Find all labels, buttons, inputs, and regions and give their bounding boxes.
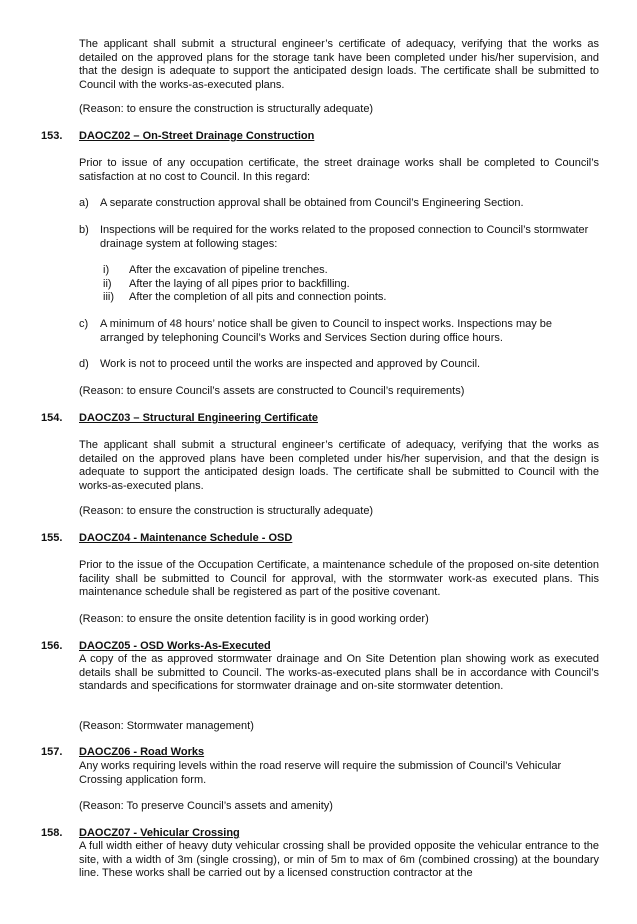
condition-paragraph-154: The applicant shall submit a structural engineer’s certificate of adequacy, verifying that the works as detailed on the approved plans have been completed under his/her supervision, and that the design is adequate to support the anticipated design loads. The certificate shall be submitted to Council with the works-as-executed plans. [79, 439, 599, 492]
intro-paragraph: The applicant shall submit a structural engineer’s certificate of adequacy, verifying that the works as detailed on the approved plans for the storage tank have been completed under his/her supervision, and that the design is adequate to support the anticipated design loads. The certificate shall be submitted to Council with the works-as-executed plans. [79, 38, 599, 91]
condition-number-156: 156. [41, 640, 63, 652]
intro-reason: (Reason: to ensure the construction is structurally adequate) [79, 103, 374, 115]
condition-reason-157: (Reason: To preserve Council’s assets and amenity) [79, 800, 333, 812]
condition-number-158: 158. [41, 827, 63, 839]
list-item-text: A separate construction approval shall be obtained from Council’s Engineering Section. [100, 197, 524, 209]
list-item-label: d) [79, 358, 89, 370]
sub-item-text: After the excavation of pipeline trenches. [129, 264, 328, 276]
condition-heading-158: DAOCZ07 - Vehicular Crossing [79, 827, 240, 839]
list-item-label: a) [79, 197, 89, 209]
condition-paragraph-157: Any works requiring levels within the road reserve will require the submission of Council’s Vehicular Crossing application form. [79, 760, 562, 786]
condition-heading-154: DAOCZ03 – Structural Engineering Certificate [79, 412, 318, 424]
condition-paragraph-155: Prior to the issue of the Occupation Certificate, a maintenance schedule of the proposed on-site detention facility shall be submitted to Council for approval, with the stormwater work-as executed plans. This maintenance schedule shall be registered as part of the positive covenant. [79, 559, 599, 598]
condition-heading-153: DAOCZ02 – On-Street Drainage Construction [79, 130, 315, 142]
sub-item-text: After the completion of all pits and connection points. [129, 291, 387, 303]
condition-number-154: 154. [41, 412, 63, 424]
condition-reason-155: (Reason: to ensure the onsite detention facility is in good working order) [79, 613, 429, 625]
condition-paragraph-156: A copy of the as approved stormwater drainage and On Site Detention plan showing work as executed details shall be submitted to Council. The works-as-executed plans shall be in accordance with Council’s standards and specifications for stormwater drainage and on-site stormwater detention. [79, 653, 599, 692]
sub-item-label: ii) [103, 278, 112, 290]
condition-reason-156: (Reason: Stormwater management) [79, 720, 254, 732]
condition-heading-155: DAOCZ04 - Maintenance Schedule - OSD [79, 532, 293, 544]
condition-number-157: 157. [41, 746, 63, 758]
list-item-label: b) [79, 224, 89, 236]
list-item-label: c) [79, 318, 89, 330]
list-item-text: Work is not to proceed until the works are inspected and approved by Council. [100, 358, 481, 370]
condition-reason-153: (Reason: to ensure Council’s assets are constructed to Council’s requirements) [79, 385, 465, 397]
condition-number-155: 155. [41, 532, 63, 544]
condition-number-153: 153. [41, 130, 63, 142]
list-item-text: Inspections will be required for the works related to the proposed connection to Council’s stormwater drainage system at following stages: [100, 224, 589, 250]
condition-heading-157: DAOCZ06 - Road Works [79, 746, 205, 758]
condition-heading-156: DAOCZ05 - OSD Works-As-Executed [79, 640, 271, 652]
sub-item-label: i) [103, 264, 110, 276]
sub-item-text: After the laying of all pipes prior to backfilling. [129, 278, 350, 290]
condition-paragraph-153: Prior to issue of any occupation certificate, the street drainage works shall be completed to Council’s satisfaction at no cost to Council. In this regard: [79, 157, 599, 183]
condition-paragraph-158: A full width either of heavy duty vehicular crossing shall be provided opposite the vehicular entrance to the site, with a width of 3m (single crossing), or min of 5m to max of 6m (combined crossing) at the boundary line. These works shall be carried out by a licensed construction contractor at the [79, 840, 599, 879]
condition-reason-154: (Reason: to ensure the construction is structurally adequate) [79, 505, 374, 517]
sub-item-label: iii) [103, 291, 114, 303]
list-item-text: A minimum of 48 hours’ notice shall be given to Council to inspect works. Inspections may be arranged by telephoning Council’s Works and Services Section during office hours. [100, 318, 553, 344]
